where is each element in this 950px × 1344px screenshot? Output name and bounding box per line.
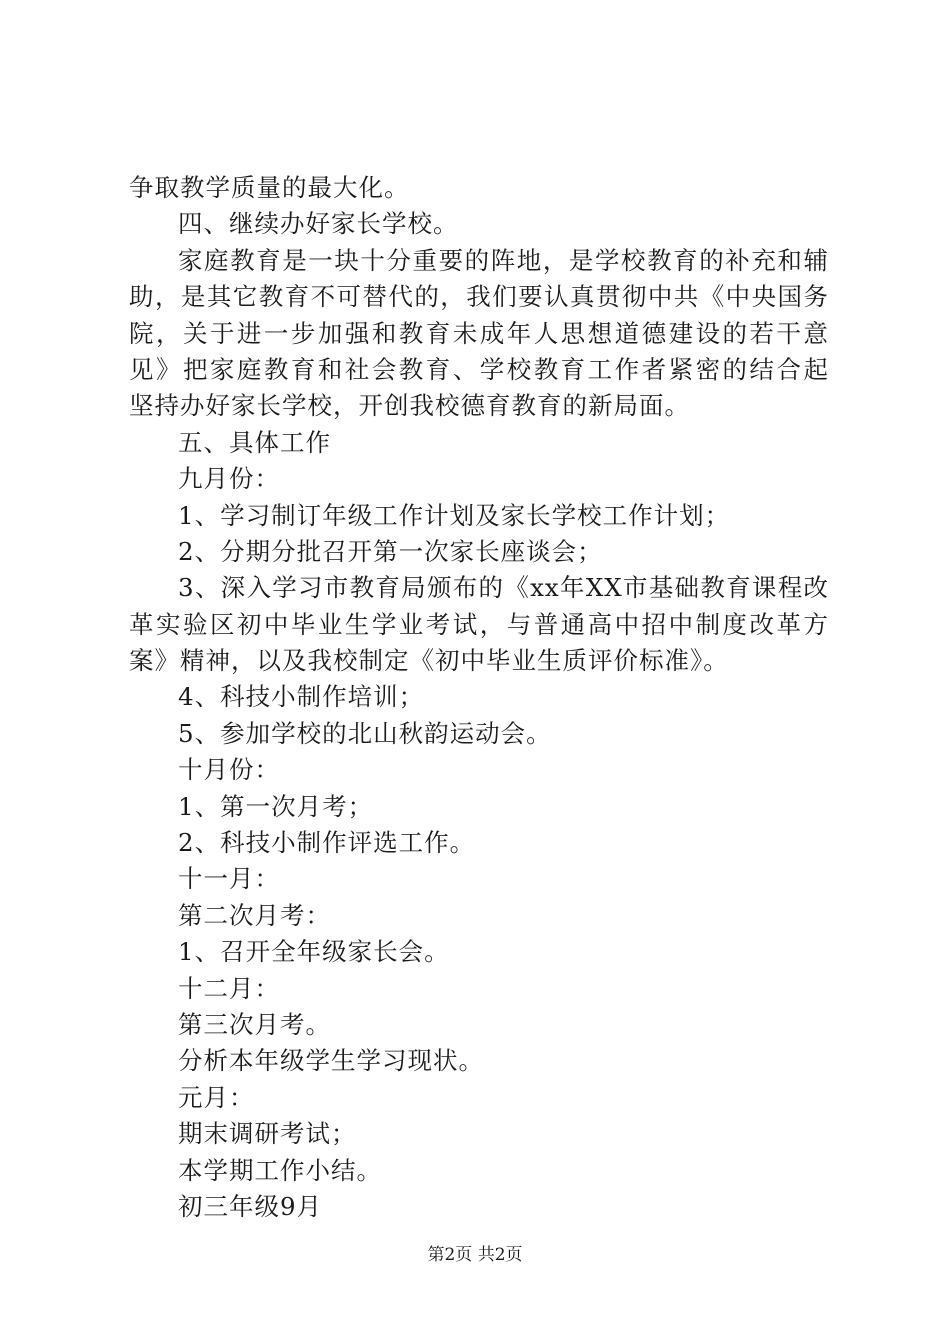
text-line: 期末调研考试； [178, 1119, 357, 1149]
text-line: 1、召开全年级家长会。 [178, 937, 450, 967]
text-line: 本学期工作小结。 [178, 1155, 382, 1185]
text-line: 家庭教育是一块十分重要的阵地，是学校教育的补充和辅 [178, 245, 829, 275]
text-line: 十月份： [178, 755, 280, 785]
text-line: 分析本年级学生学习现状。 [178, 1046, 484, 1076]
text-line: 见》把家庭教育和社会教育、学校教育工作者紧密的结合起 [129, 354, 829, 384]
text-line: 4、科技小制作培训； [178, 682, 425, 712]
text-line: 第三次月考。 [178, 1009, 331, 1039]
text-line: 院，关于进一步加强和教育未成年人思想道德建设的若干意 [129, 318, 829, 348]
text-line: 案》精神，以及我校制定《初中毕业生质评价标准》。 [129, 646, 729, 676]
text-line: 助，是其它教育不可替代的，我们要认真贯彻中共《中央国务 [129, 282, 829, 312]
text-line: 2、科技小制作评选工作。 [178, 828, 476, 858]
text-line: 十一月： [178, 864, 280, 894]
text-line: 九月份： [178, 464, 280, 494]
text-line: 十二月： [178, 973, 280, 1003]
text-line: 争取教学质量的最大化。 [129, 173, 410, 202]
page-footer: 第2页 共2页 [427, 1245, 523, 1265]
text-line: 五、具体工作 [178, 427, 331, 457]
text-line: 初三年级9月 [178, 1191, 323, 1221]
text-line: 元月： [178, 1082, 255, 1112]
text-line: 四、继续办好家长学校。 [178, 209, 459, 239]
text-line: 1、第一次月考； [178, 791, 374, 821]
text-line: 坚持办好家长学校，开创我校德育教育的新局面。 [129, 391, 690, 421]
text-line: 第二次月考： [178, 900, 331, 930]
text-line: 2、分期分批召开第一次家长座谈会； [178, 536, 603, 566]
text-line: 1、学习制订年级工作计划及家长学校工作计划； [178, 500, 731, 530]
document-body [129, 170, 829, 1225]
text-line: 5、参加学校的北山秋韵运动会。 [178, 718, 552, 748]
text-line: 革实验区初中毕业生学业考试，与普通高中招中制度改革方 [129, 609, 829, 639]
text-line: 3、深入学习市教育局颁布的《xx年XX市基础教育课程改 [178, 573, 829, 603]
